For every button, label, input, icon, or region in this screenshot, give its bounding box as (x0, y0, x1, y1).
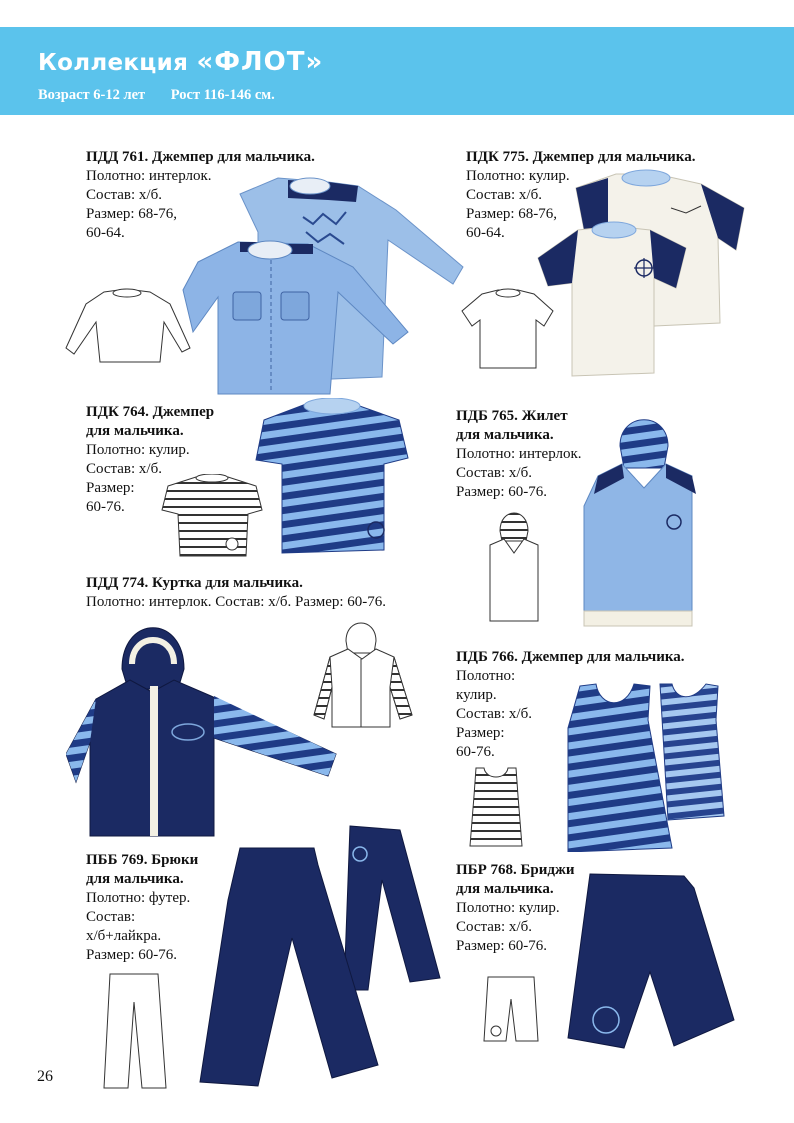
jersey-pdd761-sketch (64, 286, 192, 364)
composition-line: Состав: х/б. (86, 187, 162, 203)
product-pdd774-text (86, 574, 386, 612)
trousers-pbb769-photo (196, 820, 448, 1090)
size-line-2: 60-76. (86, 499, 125, 515)
size-line-2: 60-64. (466, 225, 505, 241)
size-line: Размер: (86, 480, 135, 496)
vest-pdb765-sketch (482, 505, 546, 625)
product-title: ПДБ 765. Жилет (456, 408, 568, 424)
fabric-line: Полотно: (456, 668, 516, 684)
size-line: Размер: (456, 725, 505, 741)
jacket-pdd774-sketch (312, 617, 414, 729)
product-title: ПДК 775. Джемпер для мальчика. (466, 149, 696, 165)
size-line: Размер: 60-76. (456, 484, 548, 500)
size-line-2: 60-64. (86, 225, 125, 241)
product-title: ПББ 769. Брюки (86, 852, 199, 868)
tshirt-pdk775-photo (536, 168, 748, 378)
jacket-pdd774-photo (66, 614, 338, 839)
jersey-pdd761-photo (178, 172, 468, 397)
composition-line: Состав: х/б. (456, 919, 532, 935)
composition-line: Состав: х/б. (456, 706, 532, 722)
fabric-line-2: кулир. (456, 687, 497, 703)
product-pdb765-text (456, 407, 582, 502)
page-number: 26 (37, 1068, 53, 1085)
page-header (0, 27, 794, 115)
collection-title: Коллекция «ФЛОТ» (38, 47, 324, 77)
fabric-line: Полотно: кулир. (86, 442, 190, 458)
size-line-2: 60-76. (456, 744, 495, 760)
height-range: Рост 116-146 см. (170, 87, 275, 103)
details-line: Полотно: интерлок. Состав: х/б. Размер: 60-76. (86, 594, 387, 610)
product-title-2: для мальчика. (86, 871, 184, 887)
product-title: ПБР 768. Бриджи (456, 862, 575, 878)
vest-pdb765-photo (580, 406, 710, 631)
product-title: ПДК 764. Джемпер (86, 404, 215, 420)
size-line: Размер: 68-76, (86, 206, 178, 222)
composition-line-2: х/б+лайкра. (86, 928, 162, 944)
product-pbb769-text (86, 851, 198, 965)
tshirt-pdk764-photo (254, 398, 409, 556)
composition-line: Состав: (86, 909, 136, 925)
composition-line: Состав: х/б. (456, 465, 532, 481)
tank-pdb766-photo (560, 680, 730, 852)
header-subtitle (38, 87, 297, 104)
composition-line: Состав: х/б. (86, 461, 162, 477)
tank-pdb766-sketch (466, 766, 526, 848)
fabric-line: Полотно: кулир. (466, 168, 570, 184)
size-line: Размер: 68-76, (466, 206, 558, 222)
product-title: ПДД 761. Джемпер для мальчика. (86, 149, 315, 165)
fabric-line: Полотно: кулир. (456, 900, 560, 916)
age-range: Возраст 6-12 лет (38, 87, 146, 103)
product-pbr768-text (456, 861, 575, 956)
composition-line: Состав: х/б. (466, 187, 542, 203)
size-line: Размер: 60-76. (456, 938, 548, 954)
shorts-pbr768-photo (564, 870, 736, 1055)
fabric-line: Полотно: интерлок. (86, 168, 212, 184)
trousers-pbb769-sketch (98, 972, 170, 1092)
product-title-2: для мальчика. (456, 881, 554, 897)
fabric-line: Полотно: интерлок. (456, 446, 582, 462)
shorts-pbr768-sketch (482, 975, 540, 1045)
tshirt-pdk775-sketch (460, 286, 555, 371)
product-title: ПДД 774. Куртка для мальчика. (86, 575, 303, 591)
size-line: Размер: 60-76. (86, 947, 178, 963)
product-title-2: для мальчика. (456, 427, 554, 443)
fabric-line: Полотно: футер. (86, 890, 191, 906)
product-title-2: для мальчика. (86, 423, 184, 439)
product-title: ПДБ 766. Джемпер для мальчика. (456, 649, 685, 665)
tshirt-pdk764-sketch (160, 474, 264, 558)
